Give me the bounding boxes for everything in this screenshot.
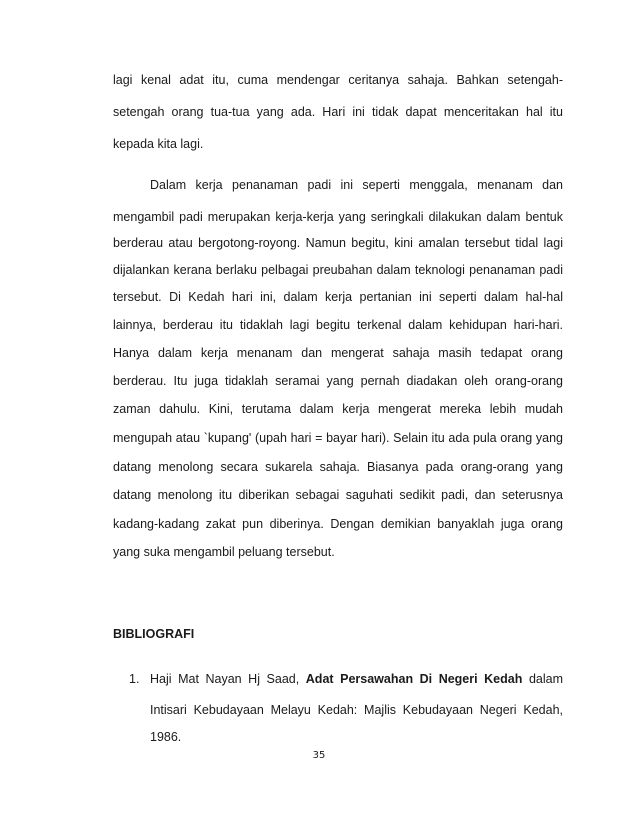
entry-author: Haji Mat Nayan Hj Saad, [150, 672, 300, 686]
paragraph-line: yang suka mengambil peluang tersebut. [113, 545, 335, 559]
entry-line: 1986. [150, 730, 182, 744]
paragraph-line: tersebut. Di Kedah hari ini, dalam kerja pertanian ini seperti dalam hal-hal [113, 290, 563, 304]
entry-title: Adat Persawahan Di Negeri Kedah [305, 672, 523, 686]
paragraph-line: kepada kita lagi. [113, 137, 204, 151]
paragraph-line: mengupah atau `kupang' (upah hari = bayar hari). Selain itu ada pula orang yang [113, 431, 563, 445]
bibliography-heading: BIBLIOGRAFI [113, 627, 195, 641]
paragraph-line: Hanya dalam kerja menanam dan mengerat sahaja masih tedapat orang [113, 346, 563, 360]
paragraph-line: Dalam kerja penanaman padi ini seperti menggala, menanam dan [150, 178, 563, 192]
paragraph-line: lainnya, berderau itu tidaklah lagi begitu terkenal dalam kehidupan hari-hari. [113, 318, 563, 332]
paragraph-line: datang menolong itu diberikan sebagai saguhati sedikit padi, dan seterusnya [113, 488, 563, 502]
paragraph-line: kadang-kadang zakat pun diberinya. Dengan demikian banyaklah juga orang [113, 517, 563, 531]
paragraph-line: setengah orang tua-tua yang ada. Hari ini tidak dapat menceritakan hal itu [113, 105, 563, 119]
paragraph-line: dijalankan kerana berlaku pelbagai preubahan dalam teknologi penanaman padi [113, 263, 563, 277]
paragraph-line: berderau atau bergotong-royong. Namun begitu, kini amalan tersebut tidal lagi [113, 236, 563, 250]
entry-number: 1. [129, 672, 140, 686]
paragraph-line: berderau. Itu juga tidaklah seramai yang pernah diadakan oleh orang-orang [113, 374, 563, 388]
paragraph-line: zaman dahulu. Kini, terutama dalam kerja mengerat mereka lebih mudah [113, 402, 563, 416]
entry-line: Intisari Kebudayaan Melayu Kedah: Majlis Kebudayaan Negeri Kedah, [150, 703, 563, 717]
entry-line-tail: dalam [528, 672, 563, 686]
paragraph-line: datang menolong secara sukarela sahaja. Biasanya pada orang-orang yang [113, 460, 563, 474]
entry-line [150, 672, 563, 687]
paragraph-line: mengambil padi merupakan kerja-kerja yang seringkali dilakukan dalam bentuk [113, 210, 563, 224]
page-number: 35 [312, 750, 326, 761]
paragraph-line: lagi kenal adat itu, cuma mendengar ceritanya sahaja. Bahkan setengah- [113, 73, 563, 87]
